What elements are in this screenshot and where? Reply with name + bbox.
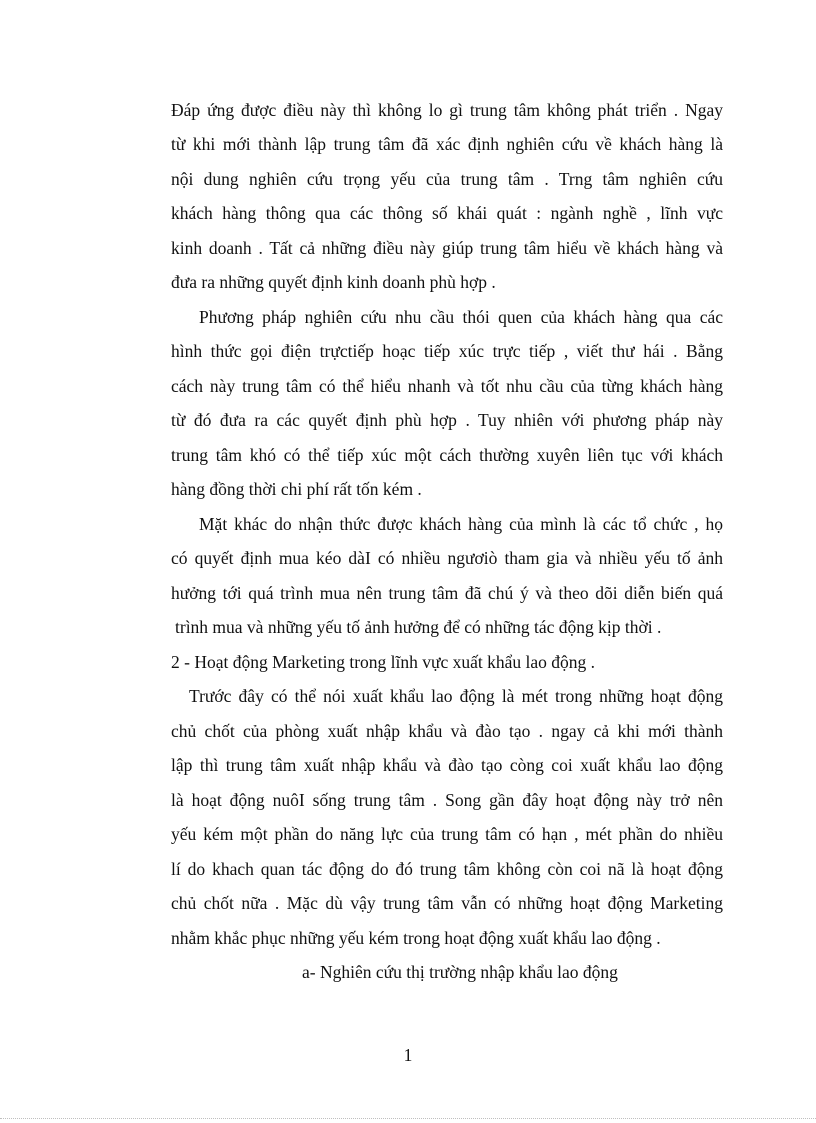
paragraph-4-line-1: Trước đây có thể nói xuất khẩu lao động là mét trong những hoạt động xyxy=(189,686,723,706)
page-bottom-border xyxy=(0,1118,816,1119)
paragraph-1-line-6: đưa ra những quyết định kinh doanh phù hợp . xyxy=(171,272,496,292)
paragraph-2-line-3: cách này trung tâm có thể hiểu nhanh và tốt nhu cầu của từng khách hàng xyxy=(171,376,723,396)
paragraph-1-line-3: nội dung nghiên cứu trọng yếu của trung tâm . Trng tâm nghiên cứu xyxy=(171,169,723,189)
paragraph-1-line-1: Đáp ứng được điều này thì không lo gì trung tâm không phát triển . Ngay xyxy=(171,100,723,120)
paragraph-2-line-1: Phương pháp nghiên cứu nhu cầu thói quen của khách hàng qua các xyxy=(199,307,723,327)
paragraph-4-line-7: chủ chốt nữa . Mặc dù vậy trung tâm vẫn có những hoạt động Marketing xyxy=(171,893,723,913)
paragraph-1-line-5: kinh doanh . Tất cả những điều này giúp trung tâm hiểu về khách hàng và xyxy=(171,238,723,258)
paragraph-4-line-8: nhằm khắc phục những yếu kém trong hoạt động xuất khẩu lao động . xyxy=(171,928,661,948)
paragraph-4-line-6: lí do khach quan tác động do đó trung tâm không còn coi nã là hoạt động xyxy=(171,859,723,879)
section-heading-2: 2 - Hoạt động Marketing trong lĩnh vực xuất khẩu lao động . xyxy=(171,652,596,672)
paragraph-1-line-4: khách hàng thông qua các thông số khái quát : ngành nghề , lĩnh vực xyxy=(171,203,723,223)
paragraph-4-line-2: chủ chốt của phòng xuất nhập khẩu và đào tạo . ngay cả khi mới thành xyxy=(171,721,723,741)
page-number: 1 xyxy=(403,1045,413,1065)
paragraph-1-line-2: từ khi mới thành lập trung tâm đã xác định nghiên cứu về khách hàng là xyxy=(171,134,723,154)
paragraph-4-line-4: là hoạt động nuôI sống trung tâm . Song gần đây hoạt động này trở nên xyxy=(171,790,723,810)
paragraph-2-line-4: từ đó đưa ra các quyết định phù hợp . Tuy nhiên với phương pháp này xyxy=(171,410,723,430)
paragraph-3-line-1: Mặt khác do nhận thức được khách hàng của mình là các tổ chức , họ xyxy=(199,514,723,534)
paragraph-3-line-3: hưởng tới quá trình mua nên trung tâm đã chú ý và theo dõi diễn biến quá xyxy=(171,583,723,603)
paragraph-4-line-5: yếu kém một phần do năng lực của trung tâm có hạn , mét phần do nhiều xyxy=(171,824,723,844)
paragraph-2-line-6: hàng đồng thời chi phí rất tốn kém . xyxy=(171,479,422,499)
paragraph-3-line-2: có quyết định mua kéo dàI có nhiều ngươiò tham gia và nhiều yếu tố ảnh xyxy=(171,548,723,568)
paragraph-3-line-4: trình mua và những yếu tố ảnh hưởng để có những tác động kịp thời . xyxy=(175,617,662,637)
paragraph-2-line-5: trung tâm khó có thể tiếp xúc một cách thường xuyên liên tục với khách xyxy=(171,445,723,465)
subsection-heading-a: a- Nghiên cứu thị trường nhập khẩu lao động xyxy=(302,962,618,982)
paragraph-4-line-3: lập thì trung tâm xuất nhập khẩu và đào tạo còng coi xuất khẩu lao động xyxy=(171,755,723,775)
paragraph-2-line-2: hình thức gọi điện trựctiếp hoạc tiếp xúc trực tiếp , viết thư hái . Bằng xyxy=(171,341,723,361)
